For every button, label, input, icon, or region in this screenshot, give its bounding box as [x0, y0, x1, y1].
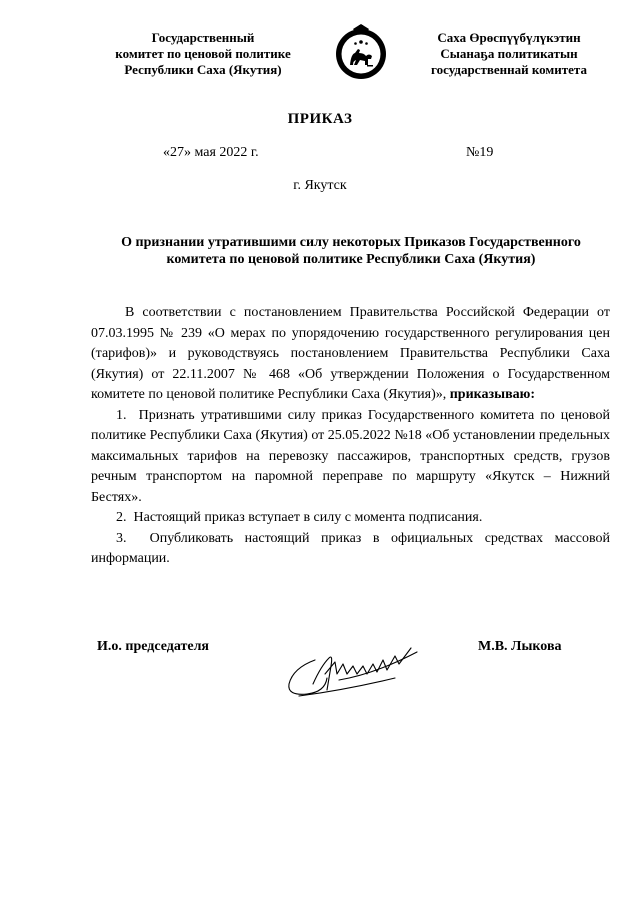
header-right-block — [409, 30, 609, 78]
list-item — [91, 406, 610, 509]
list-item-text: Настоящий приказ вступает в силу с момента подписания. — [133, 510, 483, 525]
header-right-line: Сыанаҕа политикатын — [440, 46, 578, 61]
document-date: «27» мая 2022 г. — [163, 145, 259, 160]
preamble-paragraph — [91, 303, 610, 406]
header-left-block — [103, 30, 303, 78]
list-item — [91, 508, 610, 529]
signatory-position: И.о. председателя — [97, 639, 210, 654]
list-item-number: 2. — [116, 510, 127, 525]
list-item-text: Признать утратившими силу приказ Государственного комитета по ценовой политике Республики Саха (Якутия) от 25.05.2022 №18 «Об установлении предельных максимальных тарифов на перевозку пассажиров, транспортных средств, грузов речным транспортом на паромной переправе по маршруту «Якутск – Нижний Бестях». — [91, 407, 610, 505]
coat-of-arms-icon — [331, 22, 391, 82]
list-item-text: Опубликовать настоящий приказ в официальных средствах массовой информации. — [91, 530, 611, 566]
document-city: г. Якутск — [293, 178, 347, 193]
header-right-line: Саха Өрөспүүбүлүкэтин — [437, 30, 581, 45]
list-item — [91, 529, 610, 570]
header-left-line: Республики Саха (Якутия) — [124, 62, 282, 77]
document-body — [91, 303, 610, 570]
header-left-line: комитет по ценовой политике — [115, 46, 291, 61]
document-title: ПРИКАЗ — [287, 111, 353, 127]
header-right-line: государственнай комитета — [431, 62, 587, 77]
document-subject: О признании утратившими силу некоторых Приказов Государственного комитета по ценовой политике Республики Саха (Якутия) — [121, 235, 581, 267]
signature-icon — [285, 640, 425, 700]
signatory-name: М.В. Лыкова — [478, 639, 562, 654]
document-number: №19 — [466, 145, 494, 160]
decree-word: приказываю: — [449, 387, 535, 402]
preamble-text: В соответствии с постановлением Правительства Российской Федерации от 07.03.1995 № 239 «О мерах по упорядочению государственного регулирования цен (тарифов)» и руководствуясь постановлением Правительства Республики Саха (Якутия) от 22.11.2007 № 468 «Об утверждении Положения о Государственном комитете по ценовой политике Республики Саха (Якутия)», — [91, 305, 610, 402]
header-left-line: Государственный — [151, 30, 255, 45]
list-item-number: 3. — [116, 530, 127, 546]
list-item-number: 1. — [116, 407, 127, 423]
